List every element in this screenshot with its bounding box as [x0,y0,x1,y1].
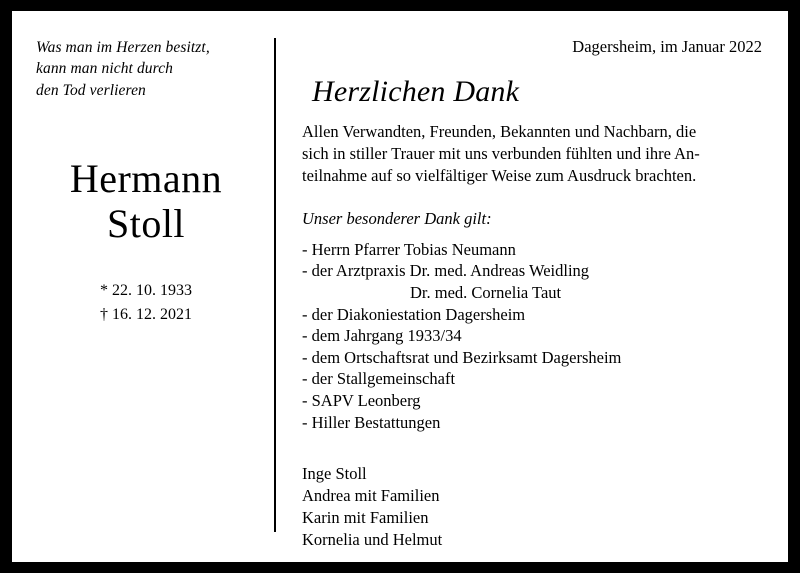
list-item: Dr. med. Cornelia Taut [410,283,562,303]
family-line-2: Andrea mit Familien [302,486,440,506]
list-item: - Herrn Pfarrer Tobias Neumann [302,239,516,259]
obituary-columns [12,11,788,562]
list-item: - SAPV Leonberg [302,391,421,411]
verse-line-1: Was man im Herzen besitzt, [36,39,210,56]
intro-line-2: sich in stiller Trauer mit uns verbunden fühlten und ihre An- [302,143,700,163]
list-item: - der Stallgemeinschaft [302,369,456,389]
list-item: - Hiller Bestattungen [302,412,441,432]
family-line-4: Kornelia und Helmut [302,530,443,550]
intro-line-3: teilnahme auf so vielfältiger Weise zum Ausdruck brachten. [302,165,697,185]
death-date: † 16. 12. 2021 [100,305,192,323]
deceased-name [36,157,256,247]
special-thanks-heading: Unser besonderer Dank gilt: [302,208,492,228]
special-thanks-list [302,239,766,433]
list-item: - der Diakoniestation Dagersheim [302,304,526,324]
list-item: - dem Jahrgang 1933/34 [302,326,462,346]
life-dates [36,279,256,327]
place-and-date: Dagersheim, im Januar 2022 [572,37,762,56]
left-column [12,11,274,562]
obituary-card [12,11,788,562]
deceased-last-name: Stoll [106,200,186,246]
intro-line-1: Allen Verwandten, Freunden, Bekannten und Nachbarn, die [302,122,697,141]
family-line-3: Karin mit Familien [302,508,429,528]
thanks-intro-text [302,121,766,187]
verse-line-2: kann man nicht durch [36,60,174,78]
thanks-heading: Herzlichen Dank [312,75,520,108]
list-item: - dem Ortschaftsrat und Bezirksamt Dagersheim [302,347,622,367]
verse-line-3: den Tod verlieren [36,81,146,99]
memorial-verse [36,37,256,101]
family-signatures [302,463,766,551]
right-column [276,11,788,562]
list-item: - der Arztpraxis Dr. med. Andreas Weidling [302,261,590,281]
birth-date: * 22. 10. 1933 [100,281,192,299]
family-line-1: Inge Stoll [302,464,367,484]
deceased-first-name: Hermann [69,156,223,202]
